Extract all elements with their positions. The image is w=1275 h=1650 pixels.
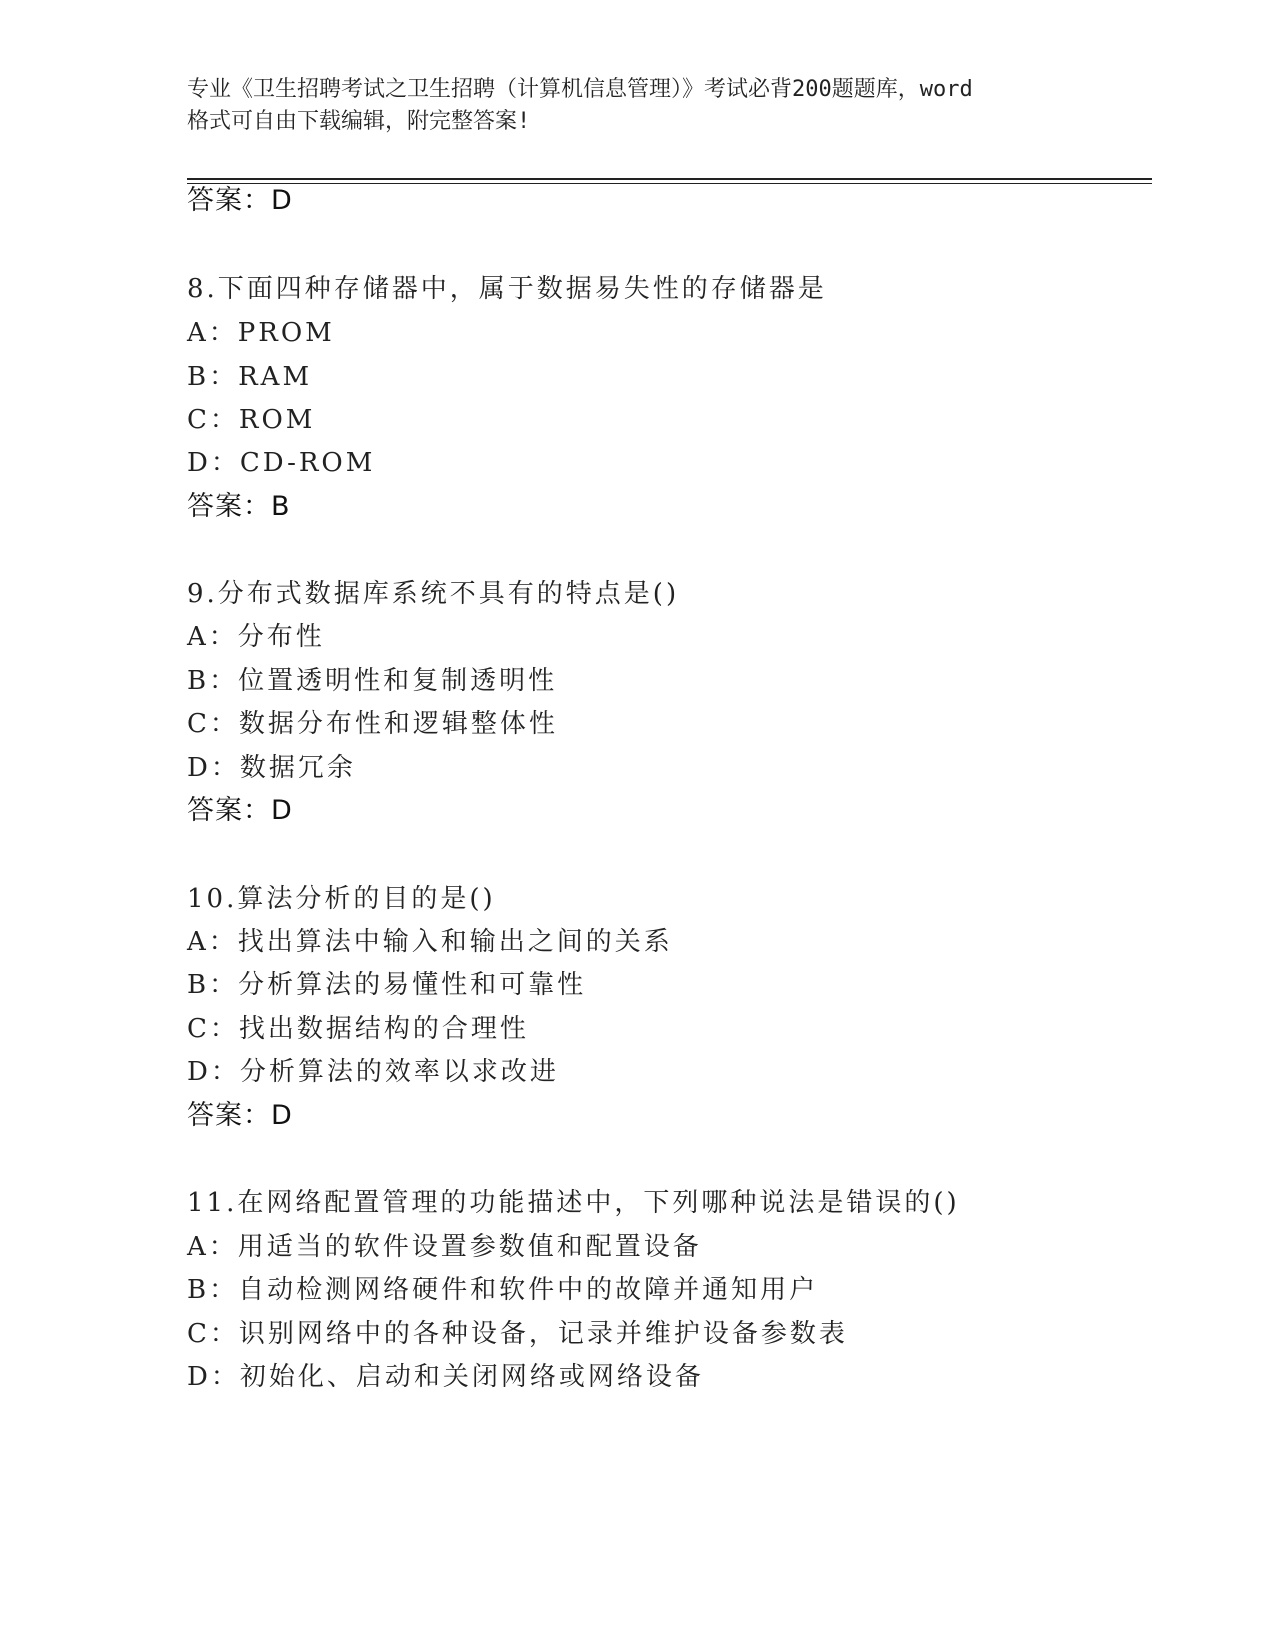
question-8-option-d: D：CD-ROM <box>187 448 376 478</box>
question-9-option-a: A：分布性 <box>187 622 325 652</box>
question-11-option-d: D：初始化、启动和关闭网络或网络设备 <box>187 1362 704 1392</box>
document-header: 专业《卫生招聘考试之卫生招聘（计算机信息管理）》考试必背200题题库，word 格式可自由下载编辑，附完整答案! <box>187 77 973 134</box>
question-11-option-a: A：用适当的软件设置参数值和配置设备 <box>187 1232 702 1262</box>
question-11-stem: 11.在网络配置管理的功能描述中，下列哪种说法是错误的() <box>187 1188 960 1218</box>
question-9-option-b: B：位置透明性和复制透明性 <box>187 666 558 696</box>
question-8-option-a: A：PROM <box>187 318 335 348</box>
previous-answer: 答案：D <box>187 185 293 216</box>
question-9-stem: 9.分布式数据库系统不具有的特点是() <box>187 579 680 609</box>
question-8-stem: 8.下面四种存储器中，属于数据易失性的存储器是 <box>187 274 827 304</box>
question-9-option-d: D：数据冗余 <box>187 753 356 783</box>
document-page <box>187 0 1152 1650</box>
question-8-option-c: C：ROM <box>187 405 316 435</box>
question-9-option-c: C：数据分布性和逻辑整体性 <box>187 709 558 739</box>
question-10-stem: 10.算法分析的目的是() <box>187 884 496 914</box>
question-9-answer: 答案：D <box>187 795 293 826</box>
question-10-option-b: B：分析算法的易懂性和可靠性 <box>187 970 587 1000</box>
question-11-option-b: B：自动检测网络硬件和软件中的故障并通知用户 <box>187 1275 819 1305</box>
header-divider <box>187 178 1152 184</box>
question-11-option-c: C：识别网络中的各种设备，记录并维护设备参数表 <box>187 1319 848 1349</box>
question-10-option-d: D：分析算法的效率以求改进 <box>187 1057 559 1087</box>
question-8-option-b: B：RAM <box>187 362 313 392</box>
question-10-answer: 答案：D <box>187 1100 293 1131</box>
question-10-option-c: C：找出数据结构的合理性 <box>187 1014 529 1044</box>
question-10-option-a: A：找出算法中输入和输出之间的关系 <box>187 927 673 957</box>
question-8-answer: 答案：B <box>187 491 291 522</box>
